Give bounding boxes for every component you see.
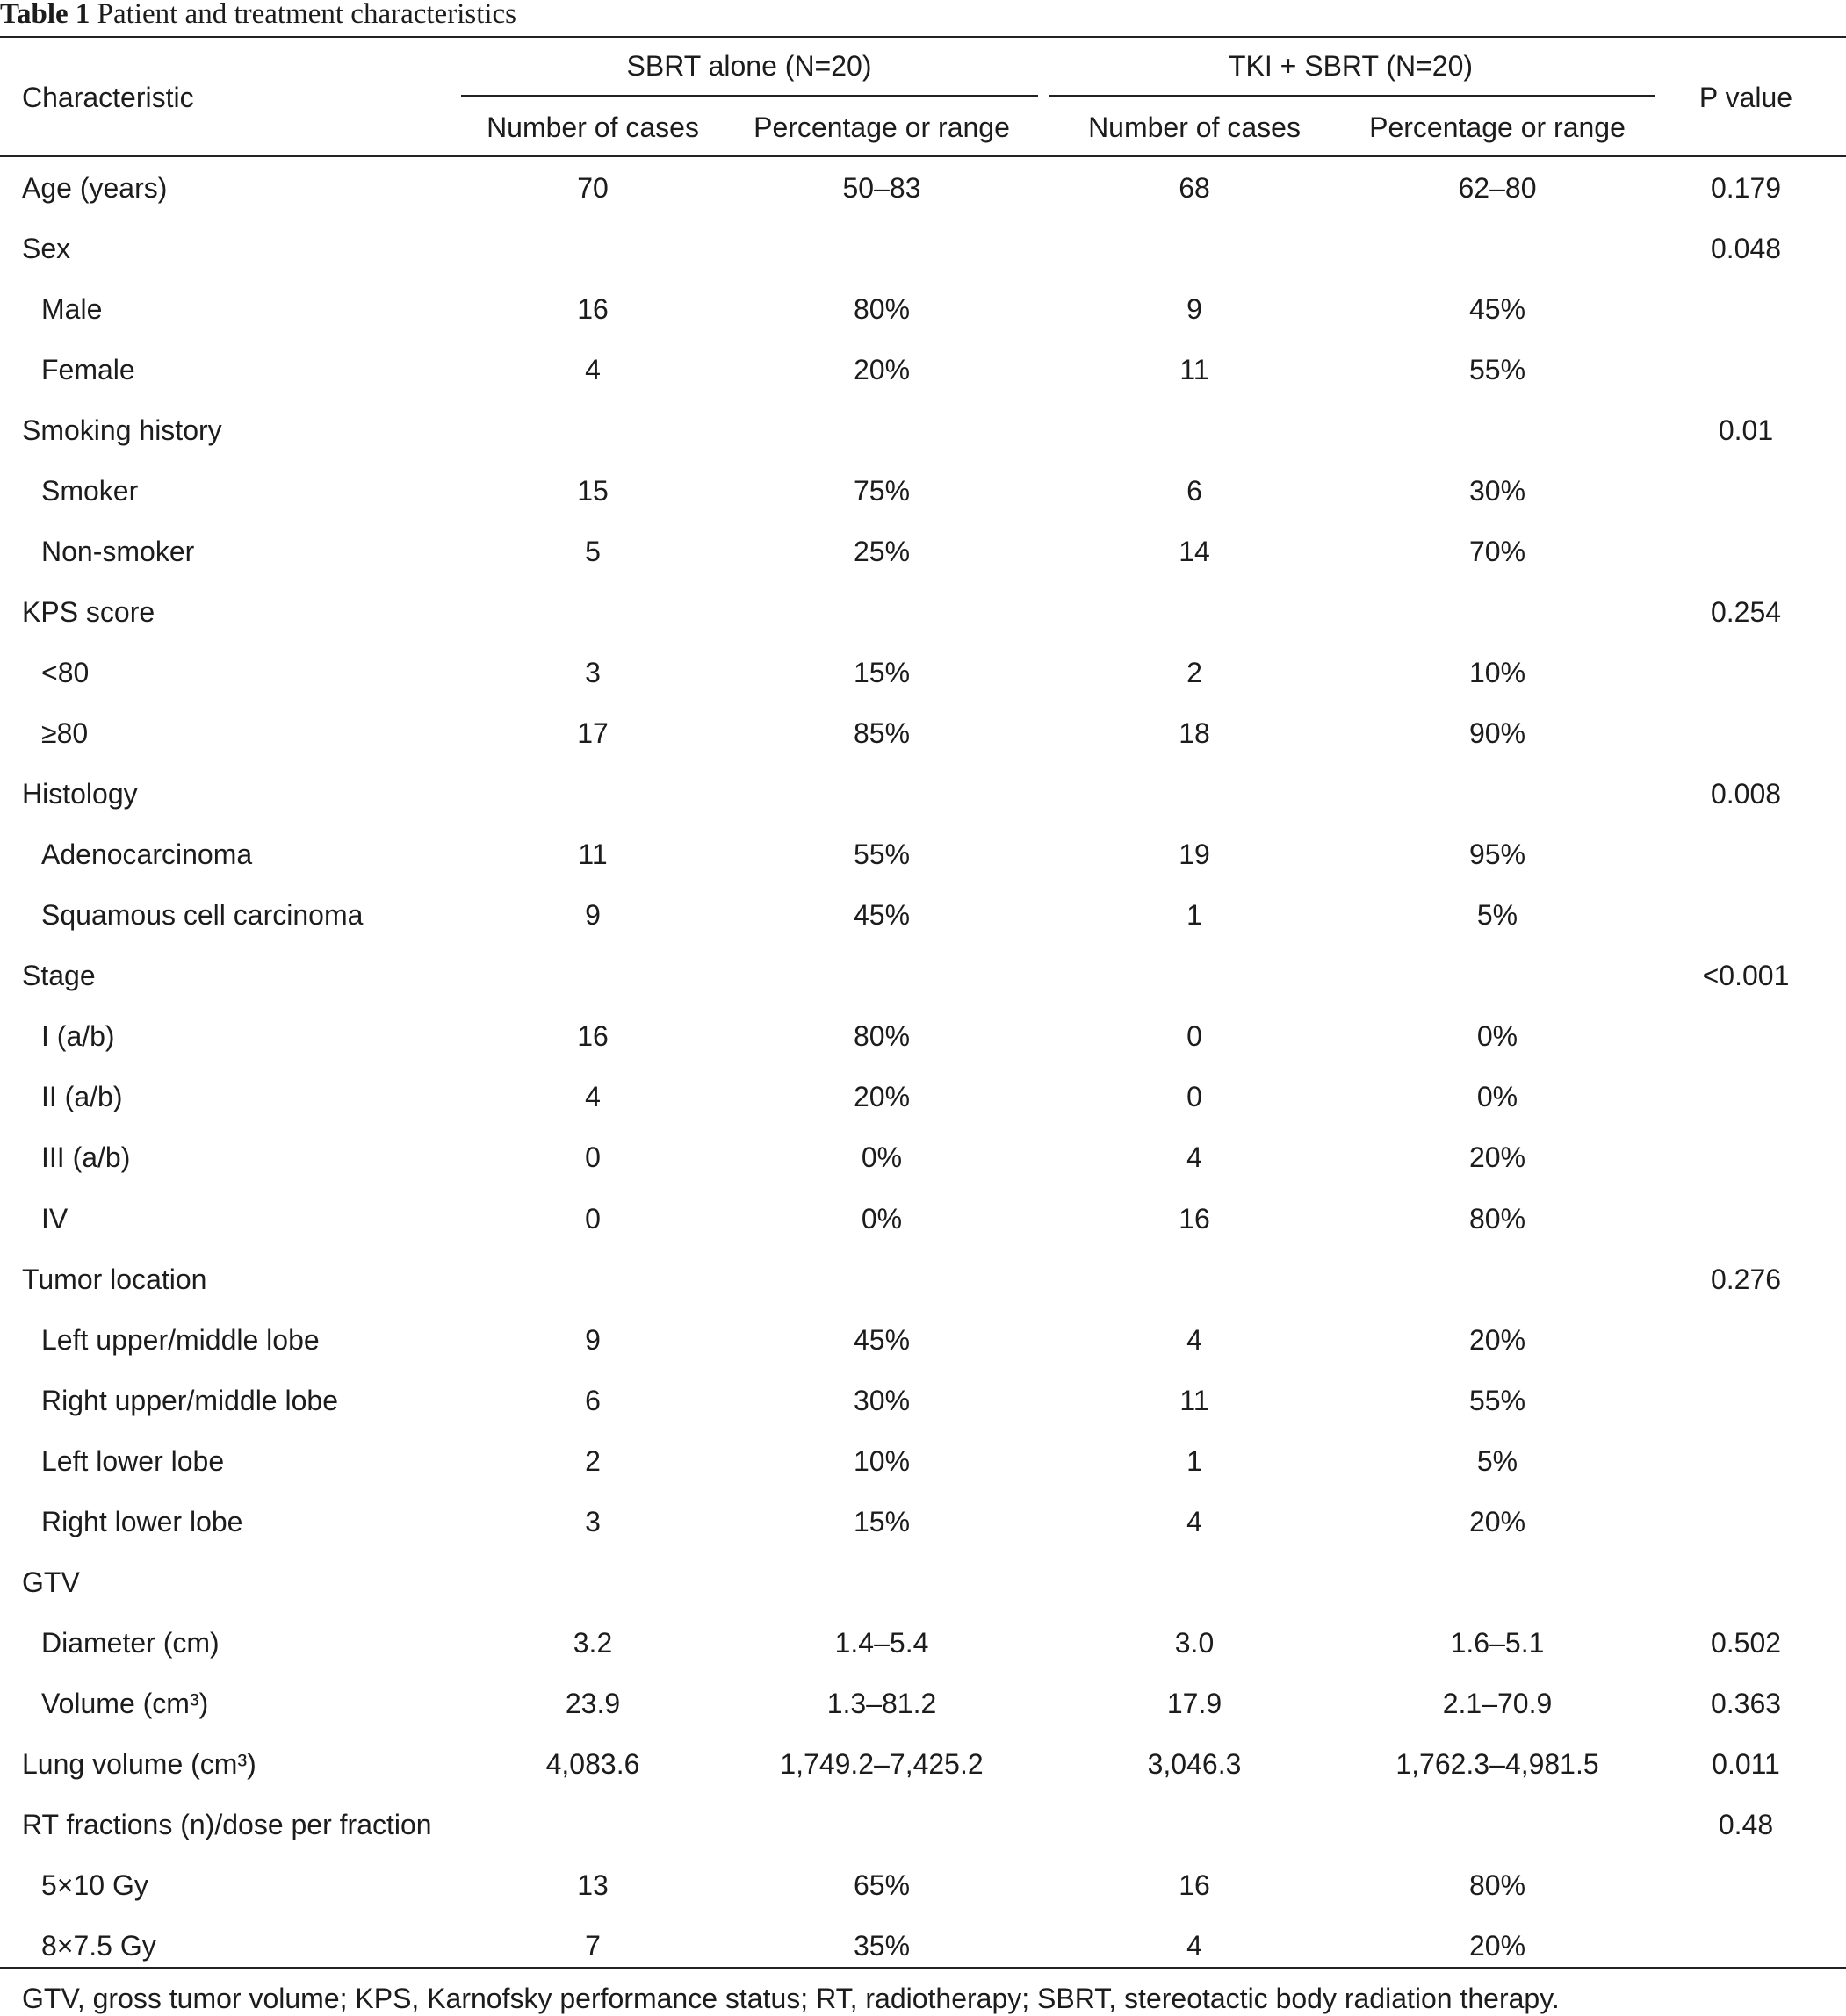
cell-range-sbrt: 85%: [853, 717, 911, 749]
row-label: Squamous cell carcinoma: [41, 899, 364, 931]
cell-cases-sbrt: 0: [585, 1141, 601, 1173]
row-label: GTV: [22, 1566, 80, 1598]
row-label: <80: [41, 657, 90, 688]
cell-range-sbrt: 0%: [861, 1203, 903, 1235]
cell-cases-tki: 19: [1179, 839, 1210, 870]
cell-range-tki: 1.6–5.1: [1450, 1627, 1545, 1659]
cell-cases-tki: 0: [1186, 1081, 1202, 1112]
row-label: Volume (cm³): [41, 1688, 209, 1719]
cell-range-tki: 62–80: [1458, 172, 1537, 204]
cell-cases-sbrt: 9: [585, 899, 601, 931]
cell-cases-tki: 1: [1186, 1445, 1202, 1477]
row-label: Histology: [22, 778, 138, 810]
cell-cases-sbrt: 3: [585, 1506, 601, 1537]
header-group-tki: TKI + SBRT (N=20): [1228, 50, 1474, 82]
cell-cases-tki: 14: [1179, 536, 1210, 567]
cell-cases-sbrt: 4: [585, 1081, 601, 1112]
cell-range-sbrt: 35%: [853, 1930, 911, 1962]
cell-range-tki: 5%: [1476, 899, 1518, 931]
row-label: Lung volume (cm³): [22, 1748, 256, 1780]
cell-cases-tki: 9: [1186, 293, 1202, 325]
cell-range-tki: 20%: [1468, 1324, 1526, 1356]
cell-cases-sbrt: 9: [585, 1324, 601, 1356]
cell-p-value: 0.011: [1712, 1748, 1780, 1780]
group-rule-sbrt: [461, 95, 1038, 97]
cell-cases-tki: 17.9: [1166, 1688, 1222, 1719]
cell-cases-tki: 11: [1179, 354, 1209, 385]
cell-p-value: 0.179: [1710, 172, 1782, 204]
cell-cases-sbrt: 16: [577, 1020, 609, 1052]
cell-range-tki: 70%: [1468, 536, 1526, 567]
cell-range-sbrt: 25%: [853, 536, 911, 567]
row-label: Non-smoker: [41, 536, 195, 567]
row-label: Right lower lobe: [41, 1506, 243, 1537]
header-p-value: P value: [1698, 82, 1793, 113]
subheader-range-tki: Percentage or range: [1369, 112, 1626, 143]
cell-cases-sbrt: 7: [585, 1930, 601, 1962]
cell-range-tki: 80%: [1468, 1869, 1526, 1901]
table-caption-text: Patient and treatment characteristics: [97, 0, 517, 30]
row-label: Left lower lobe: [41, 1445, 225, 1477]
cell-range-tki: 80%: [1468, 1203, 1526, 1235]
row-label: Stage: [22, 960, 96, 991]
row-label: II (a/b): [41, 1081, 123, 1112]
cell-cases-sbrt: 4: [585, 354, 601, 385]
cell-cases-tki: 16: [1179, 1869, 1210, 1901]
row-label: ≥80: [41, 717, 89, 749]
cell-range-sbrt: 15%: [853, 1506, 911, 1537]
bottom-rule: [0, 1967, 1846, 1969]
cell-range-sbrt: 1.3–81.2: [826, 1688, 937, 1719]
cell-range-tki: 30%: [1468, 475, 1526, 507]
cell-cases-tki: 0: [1186, 1020, 1202, 1052]
cell-range-sbrt: 80%: [853, 1020, 911, 1052]
cell-range-tki: 20%: [1468, 1506, 1526, 1537]
cell-range-sbrt: 50–83: [842, 172, 921, 204]
row-label: Left upper/middle lobe: [41, 1324, 320, 1356]
row-label: Smoker: [41, 475, 139, 507]
cell-range-sbrt: 75%: [853, 475, 911, 507]
cell-cases-tki: 68: [1179, 172, 1210, 204]
cell-cases-sbrt: 3.2: [573, 1627, 613, 1659]
cell-range-tki: 20%: [1468, 1141, 1526, 1173]
row-label: I (a/b): [41, 1020, 115, 1052]
cell-range-sbrt: 65%: [853, 1869, 911, 1901]
row-label: Sex: [22, 233, 71, 264]
cell-cases-sbrt: 13: [577, 1869, 609, 1901]
row-label: Diameter (cm): [41, 1627, 220, 1659]
cell-range-sbrt: 0%: [861, 1141, 903, 1173]
cell-cases-sbrt: 15: [577, 475, 609, 507]
cell-cases-tki: 4: [1186, 1506, 1202, 1537]
cell-range-sbrt: 20%: [853, 1081, 911, 1112]
cell-cases-tki: 3.0: [1174, 1627, 1215, 1659]
cell-range-sbrt: 80%: [853, 293, 911, 325]
header-characteristic: Characteristic: [22, 82, 194, 113]
row-label: Female: [41, 354, 135, 385]
cell-range-sbrt: 1,749.2–7,425.2: [780, 1748, 984, 1780]
cell-range-sbrt: 10%: [853, 1445, 911, 1477]
cell-range-tki: 0%: [1476, 1020, 1518, 1052]
cell-p-value: 0.502: [1710, 1627, 1782, 1659]
cell-range-sbrt: 15%: [853, 657, 911, 688]
cell-range-tki: 0%: [1476, 1081, 1518, 1112]
cell-cases-sbrt: 3: [585, 657, 601, 688]
table-caption-label: Table 1: [0, 0, 90, 30]
cell-p-value: <0.001: [1702, 960, 1790, 991]
cell-range-sbrt: 45%: [853, 1324, 911, 1356]
cell-cases-tki: 3,046.3: [1147, 1748, 1242, 1780]
cell-p-value: 0.01: [1718, 414, 1774, 446]
cell-range-sbrt: 55%: [853, 839, 911, 870]
cell-range-tki: 95%: [1468, 839, 1526, 870]
row-label: Right upper/middle lobe: [41, 1385, 338, 1416]
cell-cases-sbrt: 0: [585, 1203, 601, 1235]
row-label: Smoking history: [22, 414, 222, 446]
cell-range-tki: 45%: [1468, 293, 1526, 325]
subheader-cases-tki: Number of cases: [1088, 112, 1301, 143]
cell-cases-tki: 18: [1179, 717, 1210, 749]
cell-range-sbrt: 1.4–5.4: [834, 1627, 929, 1659]
cell-cases-sbrt: 17: [577, 717, 609, 749]
subheader-range-sbrt: Percentage or range: [754, 112, 1010, 143]
cell-range-tki: 5%: [1476, 1445, 1518, 1477]
row-label: KPS score: [22, 596, 155, 628]
row-label: RT fractions (n)/dose per fraction: [22, 1809, 432, 1840]
cell-range-tki: 90%: [1468, 717, 1526, 749]
cell-p-value: 0.048: [1710, 233, 1782, 264]
cell-cases-tki: 2: [1186, 657, 1202, 688]
row-label: Age (years): [22, 172, 168, 204]
cell-cases-sbrt: 16: [577, 293, 609, 325]
cell-cases-sbrt: 11: [578, 839, 608, 870]
row-label: Male: [41, 293, 103, 325]
header-rule: [0, 155, 1846, 157]
cell-cases-sbrt: 23.9: [565, 1688, 621, 1719]
cell-cases-tki: 4: [1186, 1324, 1202, 1356]
table-caption: [0, 0, 516, 33]
row-label: 8×7.5 Gy: [41, 1930, 156, 1962]
group-rule-tki: [1049, 95, 1655, 97]
cell-cases-sbrt: 5: [585, 536, 601, 567]
row-label: III (a/b): [41, 1141, 131, 1173]
cell-cases-sbrt: 4,083.6: [545, 1748, 640, 1780]
cell-range-sbrt: 30%: [853, 1385, 911, 1416]
cell-range-tki: 20%: [1468, 1930, 1526, 1962]
cell-range-tki: 2.1–70.9: [1442, 1688, 1553, 1719]
subheader-cases-sbrt: Number of cases: [487, 112, 699, 143]
cell-p-value: 0.363: [1710, 1688, 1782, 1719]
table-footnote: GTV, gross tumor volume; KPS, Karnofsky performance status; RT, radiotherapy; SBRT, stereotactic body radiation therapy.: [22, 1983, 1560, 2014]
row-label: Adenocarcinoma: [41, 839, 253, 870]
cell-cases-tki: 1: [1186, 899, 1202, 931]
cell-p-value: 0.008: [1710, 778, 1782, 810]
cell-cases-sbrt: 6: [585, 1385, 601, 1416]
row-label: 5×10 Gy: [41, 1869, 148, 1901]
cell-range-tki: 1,762.3–4,981.5: [1395, 1748, 1599, 1780]
cell-cases-tki: 6: [1186, 475, 1202, 507]
top-rule: [0, 36, 1846, 38]
cell-cases-tki: 4: [1186, 1930, 1202, 1962]
cell-range-tki: 10%: [1468, 657, 1526, 688]
cell-cases-tki: 4: [1186, 1141, 1202, 1173]
cell-cases-sbrt: 70: [577, 172, 609, 204]
cell-cases-tki: 16: [1179, 1203, 1210, 1235]
row-label: Tumor location: [22, 1264, 207, 1295]
cell-range-tki: 55%: [1468, 354, 1526, 385]
cell-p-value: 0.276: [1710, 1264, 1782, 1295]
header-group-sbrt: SBRT alone (N=20): [626, 50, 872, 82]
cell-range-sbrt: 20%: [853, 354, 911, 385]
cell-range-sbrt: 45%: [853, 899, 911, 931]
cell-p-value: 0.48: [1718, 1809, 1774, 1840]
cell-p-value: 0.254: [1710, 596, 1782, 628]
cell-cases-sbrt: 2: [585, 1445, 601, 1477]
cell-cases-tki: 11: [1179, 1385, 1209, 1416]
cell-range-tki: 55%: [1468, 1385, 1526, 1416]
row-label: IV: [41, 1203, 69, 1235]
